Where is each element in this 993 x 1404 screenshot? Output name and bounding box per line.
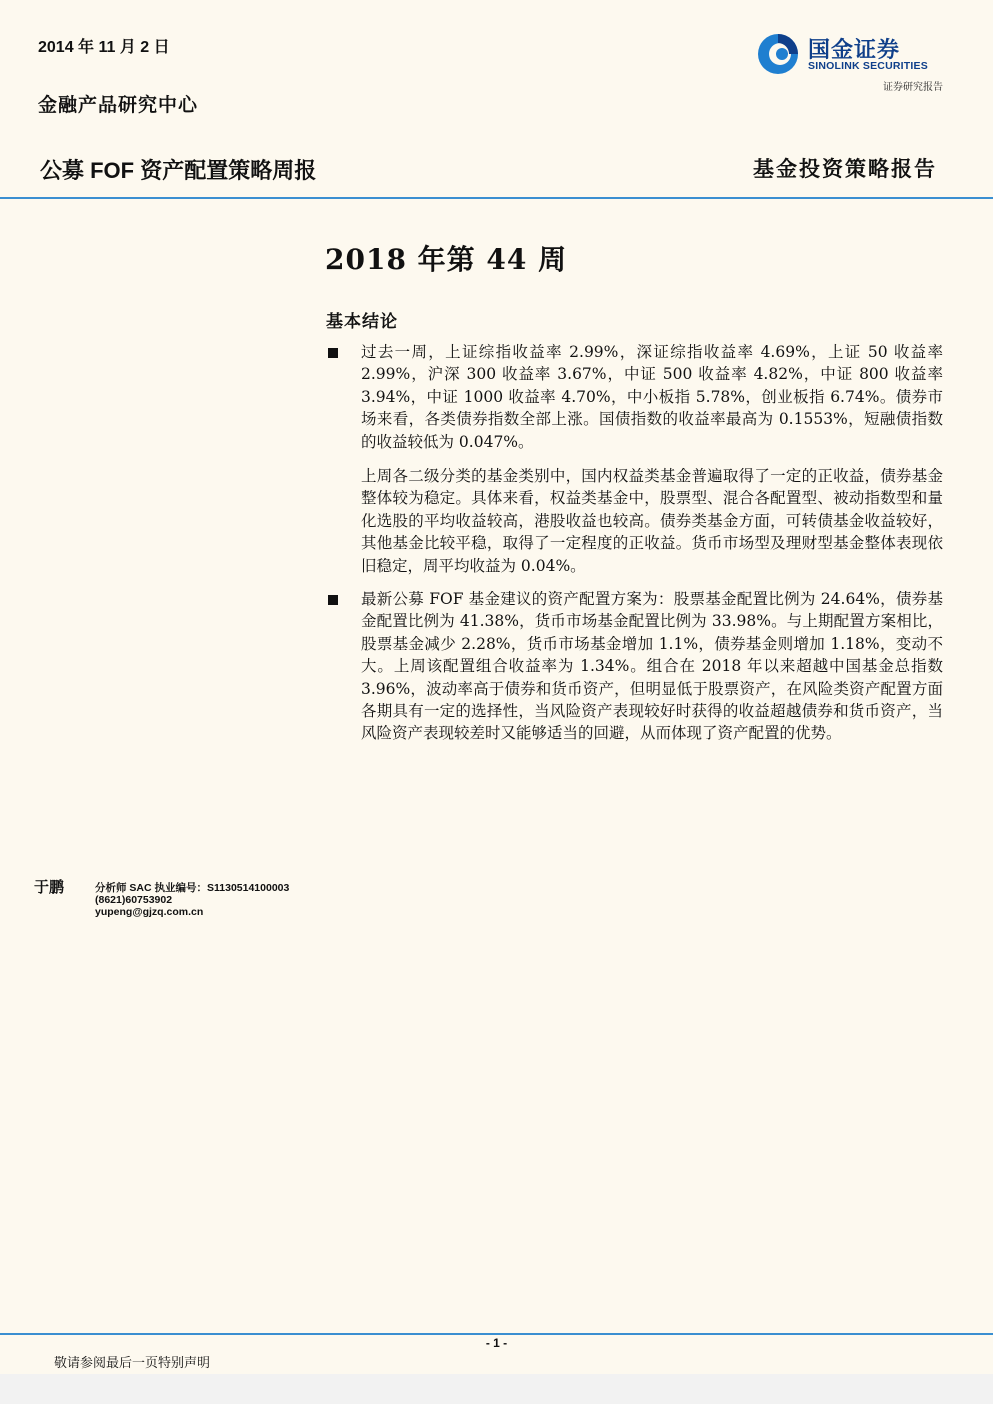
footer-band: [0, 1374, 993, 1404]
report-date: 2014 年 11 月 2 日: [38, 39, 170, 56]
report-title: 公募 FOF 资产配置策略周报: [40, 158, 317, 183]
footer-divider: [0, 1333, 993, 1335]
analyst-email: yupeng@gjzq.com.cn: [95, 906, 204, 918]
page-number: - 1 -: [485, 1336, 508, 1350]
analyst-sac-id: 分析师 SAC 执业编号：S1130514100003: [95, 882, 290, 894]
report-type: 基金投资策略报告: [753, 156, 937, 181]
header-divider: [0, 197, 993, 199]
paragraph-funds: 上周各二级分类的基金类别中，国内权益类基金普遍取得了一定的正收益，债券基金整体较为稳定。具体来看，权益类基金中，股票型、混合各配置型、被动指数型和量化选股的平均收益较高，港股收益也较高。债券类基金方面，可转债基金收益较好，其他基金比较平稳，取得了一定程度的正收益。货币市场型及理财型基金整体表现依旧稳定，周平均收益为 0.04%。: [361, 467, 943, 575]
paragraph-allocation: 最新公募 FOF 基金建议的资产配置方案为：股票基金配置比例为 24.64%，债券基金配置比例为 41.38%，货币市场基金配置比例为 33.98%。与上期配置方案相比，股票基金减少 2.28%，货币市场基金增加 1.1%，债券基金则增加 1.18%，变动不大。上周该配置组合收益率为 1.34%。组合在 2018 年以来超越中国基金总指数 3.96%，波动率高于债券和货币资产，但明显低于股票资产，在风险类资产配置方面各期具有一定的选择性，当风险资产表现较好时获得的收益超越债券和货币资产，当风险资产表现较差时又能够适当的回避，从而体现了资产配置的优势。: [361, 590, 943, 743]
logo-cn-text: 国金证券: [808, 38, 901, 63]
week-title: 2018 年第 44 周: [325, 243, 568, 276]
logo-en-text: SINOLINK SECURITIES: [808, 60, 928, 72]
logo-mark-icon: [756, 32, 800, 76]
disclaimer: 敬请参阅最后一页特别声明: [54, 1356, 211, 1371]
bullet-icon: [328, 595, 338, 605]
analyst-name: 于鹏: [34, 878, 65, 896]
logo-subtitle: 证券研究报告: [883, 82, 943, 93]
company-logo: [756, 32, 946, 94]
research-center: 金融产品研究中心: [38, 94, 199, 116]
section-title: 基本结论: [326, 312, 398, 332]
analyst-phone: (8621)60753902: [95, 894, 173, 906]
paragraph-market: 过去一周，上证综指收益率 2.99%，深证综指收益率 4.69%，上证 50 收益率 2.99%，沪深 300 收益率 3.67%，中证 500 收益率 4.82%，中证 800 收益率 3.94%，中证 1000 收益率 4.70%，中小板指 5.78%，创业板指 6.74%。债券市场来看，各类债券指数全部上涨。国债指数的收益率最高为 0.1553%，短融债指数的收益较低为 0.047%。: [361, 343, 943, 451]
bullet-icon: [328, 348, 338, 358]
analyst-contact: [95, 882, 289, 918]
